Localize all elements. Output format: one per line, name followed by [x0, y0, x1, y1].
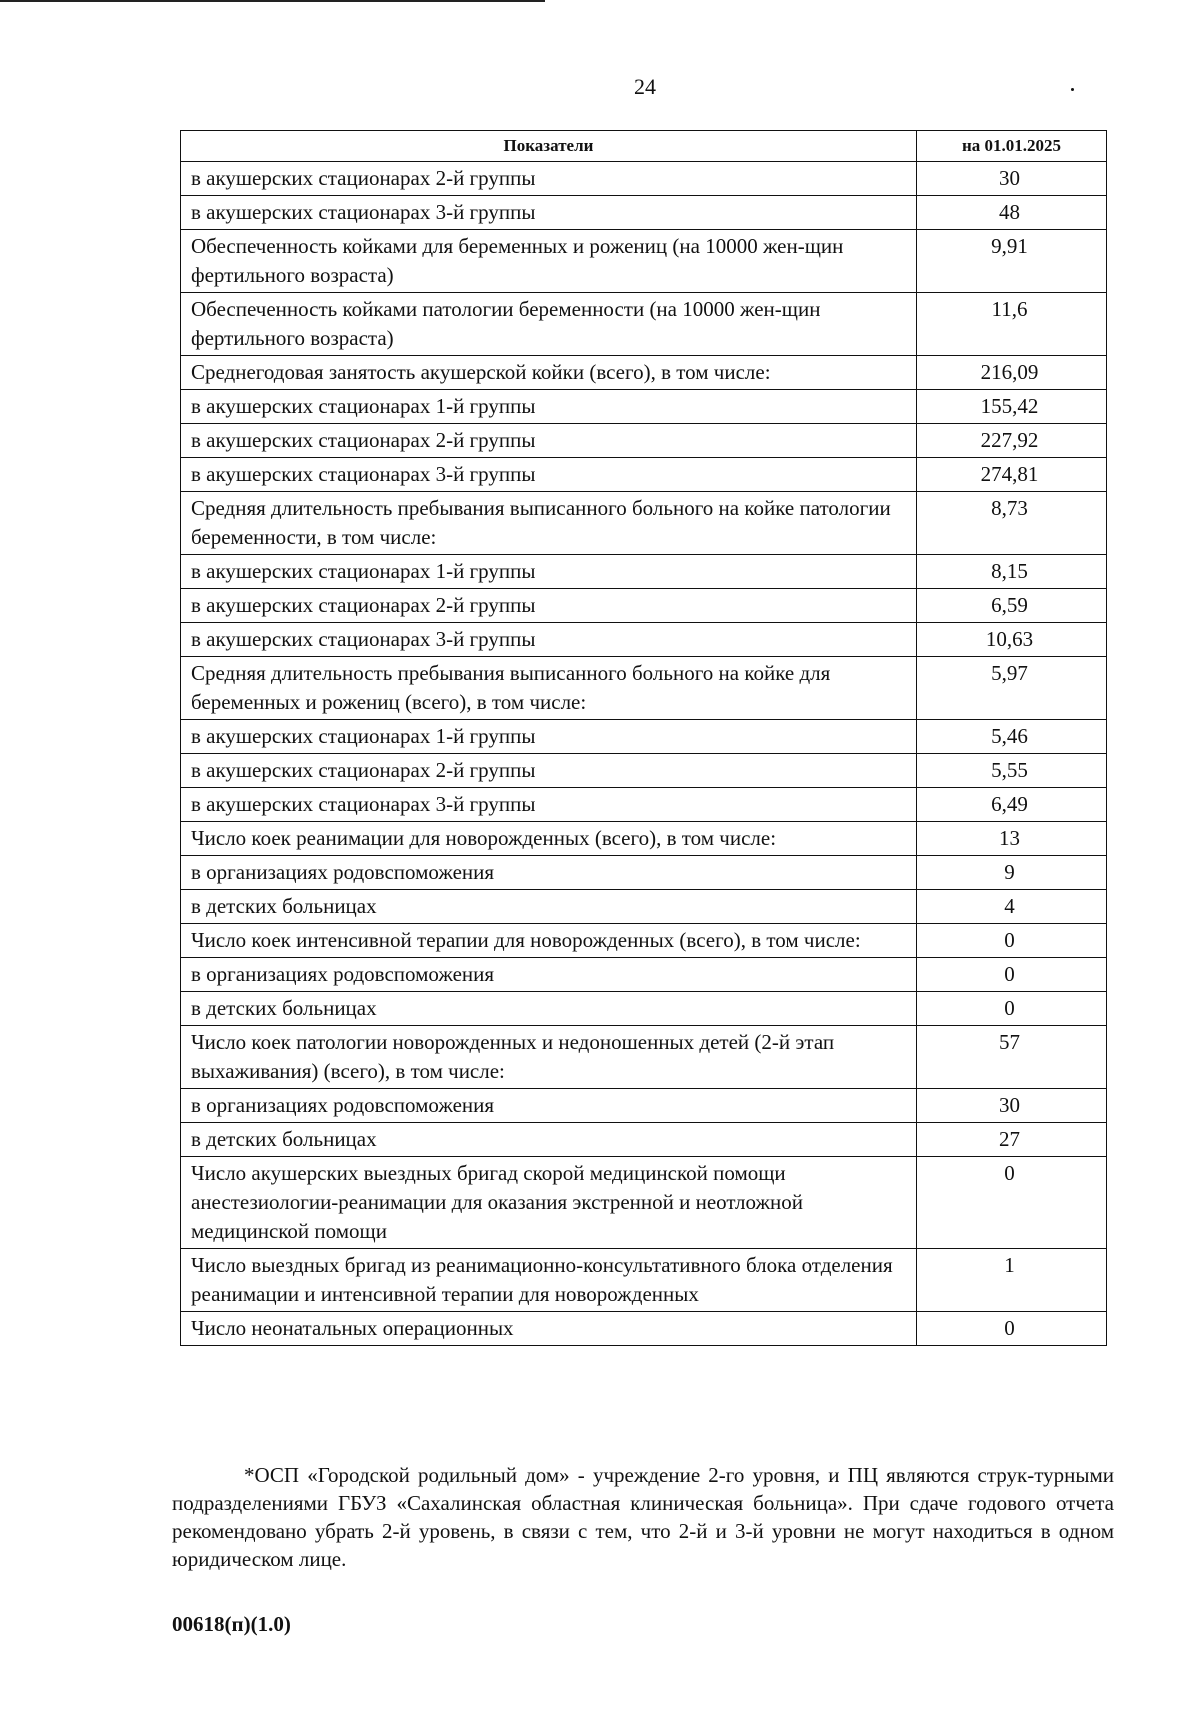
- table-row: [181, 390, 1107, 424]
- header-date: на 01.01.2025: [917, 131, 1107, 162]
- row-label: в акушерских стационарах 3-й группы: [181, 196, 917, 230]
- row-label: Число неонатальных операционных: [181, 1312, 917, 1346]
- row-label: в акушерских стационарах 2-й группы: [181, 424, 917, 458]
- table-row: [181, 424, 1107, 458]
- row-label: в акушерских стационарах 2-й группы: [181, 589, 917, 623]
- table-row: [181, 230, 1107, 293]
- table-row: [181, 1123, 1107, 1157]
- row-value: 30: [917, 1089, 1107, 1123]
- row-label: в акушерских стационарах 2-й группы: [181, 754, 917, 788]
- row-label: Число коек патологии новорожденных и недоношенных детей (2-й этап выхаживания) (всего), в том числе:: [181, 1026, 917, 1089]
- table-row: [181, 458, 1107, 492]
- document-code: 00618(п)(1.0): [172, 1612, 291, 1636]
- table-row: [181, 1026, 1107, 1089]
- table-row: [181, 1312, 1107, 1346]
- table-row: [181, 890, 1107, 924]
- row-value: 216,09: [917, 356, 1107, 390]
- row-value: 30: [917, 162, 1107, 196]
- row-value: 5,97: [917, 657, 1107, 720]
- row-label: в акушерских стационарах 3-й группы: [181, 458, 917, 492]
- row-label: Число акушерских выездных бригад скорой медицинской помощи анестезиологии-реанимации для оказания экстренной и неотложной медицинской помощи: [181, 1157, 917, 1249]
- table-row: [181, 1249, 1107, 1312]
- table-header-row: [181, 131, 1107, 162]
- row-label: Число коек реанимации для новорожденных (всего), в том числе:: [181, 822, 917, 856]
- row-label: в организациях родовспоможения: [181, 856, 917, 890]
- indicators-table: [180, 130, 1107, 1346]
- row-value: 0: [917, 958, 1107, 992]
- row-label: в детских больницах: [181, 992, 917, 1026]
- row-value: 9,91: [917, 230, 1107, 293]
- table-row: [181, 992, 1107, 1026]
- table-row: [181, 720, 1107, 754]
- row-label: в детских больницах: [181, 1123, 917, 1157]
- page-number: 24: [634, 74, 656, 99]
- row-label: в акушерских стационарах 1-й группы: [181, 720, 917, 754]
- row-label: Среднегодовая занятость акушерской койки (всего), в том числе:: [181, 356, 917, 390]
- table-row: [181, 1089, 1107, 1123]
- row-value: 5,46: [917, 720, 1107, 754]
- table-row: [181, 356, 1107, 390]
- table-row: [181, 657, 1107, 720]
- row-label: в детских больницах: [181, 890, 917, 924]
- row-value: 8,73: [917, 492, 1107, 555]
- table-row: [181, 958, 1107, 992]
- row-label: в акушерских стационарах 1-й группы: [181, 390, 917, 424]
- table-row: [181, 822, 1107, 856]
- table-row: [181, 589, 1107, 623]
- row-value: 227,92: [917, 424, 1107, 458]
- row-label: в организациях родовспоможения: [181, 958, 917, 992]
- row-label: в акушерских стационарах 3-й группы: [181, 788, 917, 822]
- row-value: 10,63: [917, 623, 1107, 657]
- row-value: 8,15: [917, 555, 1107, 589]
- row-value: 0: [917, 1312, 1107, 1346]
- row-value: 0: [917, 992, 1107, 1026]
- table-row: [181, 555, 1107, 589]
- row-value: 11,6: [917, 293, 1107, 356]
- row-label: в акушерских стационарах 2-й группы: [181, 162, 917, 196]
- row-value: 274,81: [917, 458, 1107, 492]
- row-label: Обеспеченность койками патологии беременности (на 10000 жен-щин фертильного возраста): [181, 293, 917, 356]
- row-value: 6,59: [917, 589, 1107, 623]
- row-label: Средняя длительность пребывания выписанного больного на койке для беременных и рожениц (всего), в том числе:: [181, 657, 917, 720]
- row-value: 0: [917, 1157, 1107, 1249]
- row-label: в акушерских стационарах 3-й группы: [181, 623, 917, 657]
- header-indicators: Показатели: [181, 131, 917, 162]
- row-value: 57: [917, 1026, 1107, 1089]
- table-row: [181, 788, 1107, 822]
- row-value: 4: [917, 890, 1107, 924]
- row-label: Средняя длительность пребывания выписанного больного на койке патологии беременности, в том числе:: [181, 492, 917, 555]
- row-label: Число выездных бригад из реанимационно-консультативного блока отделения реанимации и интенсивной терапии для новорожденных: [181, 1249, 917, 1312]
- table-row: [181, 1157, 1107, 1249]
- row-label: Число коек интенсивной терапии для новорожденных (всего), в том числе:: [181, 924, 917, 958]
- row-value: 155,42: [917, 390, 1107, 424]
- table-row: [181, 856, 1107, 890]
- table-row: [181, 293, 1107, 356]
- row-label: в организациях родовспоможения: [181, 1089, 917, 1123]
- table-row: [181, 623, 1107, 657]
- table-row: [181, 924, 1107, 958]
- row-value: 0: [917, 924, 1107, 958]
- scan-dot: [1071, 88, 1074, 91]
- row-value: 27: [917, 1123, 1107, 1157]
- scan-edge-line: [0, 0, 545, 2]
- row-label: Обеспеченность койками для беременных и рожениц (на 10000 жен-щин фертильного возраста): [181, 230, 917, 293]
- table-row: [181, 162, 1107, 196]
- row-value: 13: [917, 822, 1107, 856]
- table-row: [181, 754, 1107, 788]
- row-value: 48: [917, 196, 1107, 230]
- row-label: в акушерских стационарах 1-й группы: [181, 555, 917, 589]
- table-row: [181, 492, 1107, 555]
- row-value: 9: [917, 856, 1107, 890]
- row-value: 5,55: [917, 754, 1107, 788]
- row-value: 1: [917, 1249, 1107, 1312]
- table-body: [181, 162, 1107, 1346]
- row-value: 6,49: [917, 788, 1107, 822]
- table-row: [181, 196, 1107, 230]
- footnote: *ОСП «Городской родильный дом» - учреждение 2-го уровня, и ПЦ являются струк-турными подразделениями ГБУЗ «Сахалинская областная клиническая больница». При сдаче годового отчета рекомендовано убрать 2-й уровень, в связи с тем, что 2-й и 3-й уровни не могут находиться в одном юридическом лице.: [172, 1463, 1114, 1571]
